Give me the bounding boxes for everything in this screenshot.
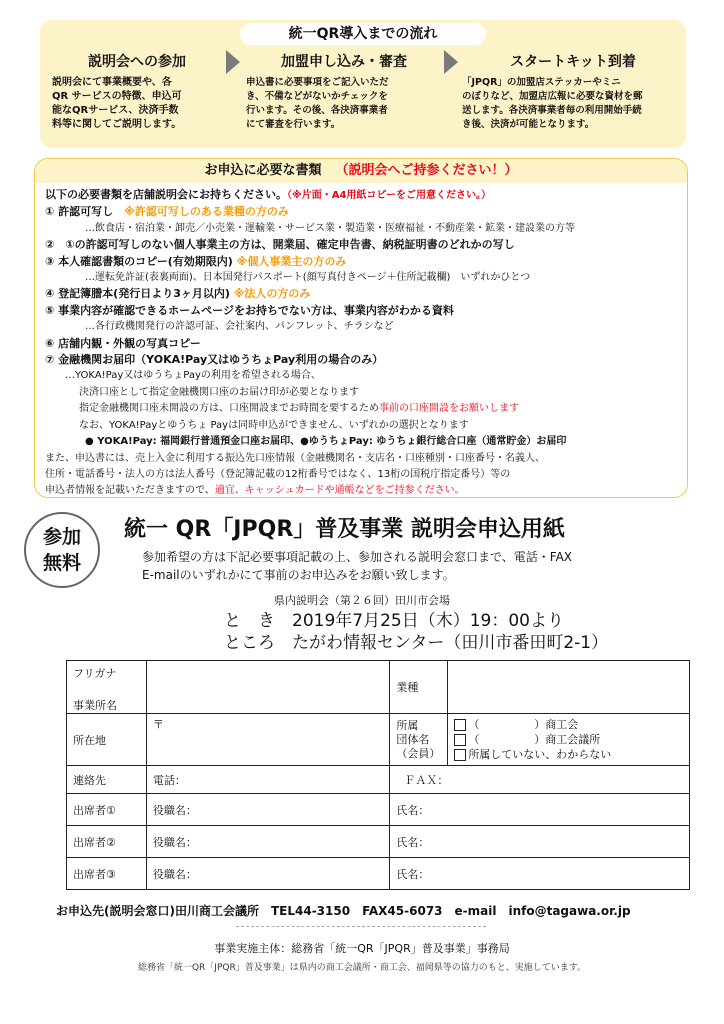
page-title: 統一 QR「JPQR」普及事業 説明会申込用紙 — [124, 517, 565, 542]
application-form — [66, 660, 690, 890]
docs-intro: 以下の必要書類を店舗説明会にお持ちください。（※片面・A4用紙コピーをご用意ください。） — [45, 188, 492, 201]
step-body: 「JPQR」の加盟店ステッカーやミニ のぼりなど、加盟店広報に必要な資材を郵 送します。各決済事業者毎の利用開始手続 き後、決済が可能となります。 — [462, 77, 643, 130]
divider — [236, 926, 486, 927]
affiliation-label: 所属 団体名 （会員） — [390, 714, 448, 766]
bank-note: 指定金融機関口座未開設の方は、口座開設までお時間を要するため事前の口座開設をお願いします — [79, 403, 519, 415]
step-title: 加盟申し込み・審査 — [281, 54, 407, 70]
bank-note: …YOKA!Pay又はゆうちょPayの利用を希望される場合、 — [65, 370, 321, 382]
required-documents-section — [34, 158, 688, 498]
bank-accounts: ● YOKA!Pay: 福岡銀行普通預金口座お届印、●ゆうちょPay: ゆうちょ銀行総合口座（通常貯金）お届印 — [85, 436, 567, 448]
free-participation-badge: 参加 無料 — [24, 512, 100, 588]
organizer: 事業実施主体：総務省「統一QR「JPQR」普及事業」事務局 — [214, 942, 510, 955]
attendee-1-name-field[interactable]: 氏名： — [390, 794, 690, 826]
flow-title: 統一QR導入までの流れ — [240, 23, 486, 45]
venue-label: 県内説明会（第２６回）田川市会場 — [274, 594, 450, 607]
checkbox[interactable] — [454, 734, 466, 746]
checkbox[interactable] — [454, 719, 466, 731]
postal-mark: 〒 — [152, 718, 164, 731]
seminar-location: ところ たがわ情報センター（田川市番田町2-1） — [224, 633, 609, 653]
bank-note: 決済口座として指定金融機関口座のお届け印が必要となります — [79, 386, 359, 398]
checkbox[interactable] — [454, 749, 466, 761]
attendee-3-label: 出席者③ — [67, 858, 147, 890]
attendee-3-name-field[interactable]: 氏名： — [390, 858, 690, 890]
doc-item: ④ 登記簿謄本(発行日より3ヶ月以内) ※法人の方のみ — [45, 287, 311, 301]
step-starter-kit — [462, 52, 684, 132]
step-body: 説明会にて事業概要や、各 QR サービスの特徴、申込可 能なQRサービス、決済手数 料等に関してご説明します。 — [52, 77, 182, 130]
attendee-2-label: 出席者② — [67, 826, 147, 858]
business-name-label: フリガナ 事業所名 — [67, 661, 147, 714]
option-commerce-association[interactable]: （ ）商工会 — [454, 717, 683, 732]
docs-content — [45, 187, 681, 500]
contact-info: お申込先(説明会窓口)田川商工会議所 TEL44-3150 FAX45-6073 e-mail info@tagawa.or.jp — [56, 904, 631, 918]
business-name-field[interactable] — [146, 661, 390, 714]
arrow-right-icon — [444, 50, 458, 74]
footnote: 総務省「統一QR「JPQR」普及事業」は県内の商工会議所・商工会、福岡県等の協力のもと、実施しています。 — [137, 963, 587, 973]
attendee-1-position-field[interactable]: 役職名： — [146, 794, 390, 826]
closing-note: 住所・電話番号・法人の方は法人番号（登記簿記載の12桁番号ではなく、13桁の国税庁指定番号）等の — [45, 468, 511, 480]
doc-item: ⑦ 金融機関お届印（YOKA!Pay又はゆうちょPay利用の場合のみ） — [45, 353, 384, 367]
phone-field[interactable]: 電話： — [146, 766, 390, 794]
address-label: 所在地 — [67, 714, 147, 766]
closing-note: また、申込書には、売上入金に利用する振込先口座情報（金融機関名・支店名・口座種別・口座番号・名義人、 — [45, 452, 545, 464]
affiliation-options — [448, 714, 690, 766]
step-title: 説明会への参加 — [88, 54, 186, 70]
doc-item-sub: …各行政機関発行の許認可証、会社案内、パンフレット、チラシなど — [85, 321, 394, 333]
step-title: スタートキット到着 — [510, 54, 636, 70]
doc-item: ⑥ 店舗内観・外観の写真コピー — [45, 336, 201, 350]
doc-item: ③ 本人確認書類のコピー(有効期限内) ※個人事業主の方のみ — [45, 254, 347, 268]
attendee-2-name-field[interactable]: 氏名： — [390, 826, 690, 858]
industry-field[interactable] — [448, 661, 690, 714]
doc-item: ⑤ 事業内容が確認できるホームページをお持ちでない方は、事業内容がわかる資料 — [45, 303, 454, 317]
step-body: 申込書に必要事項をご記入いただ き、不備などがないかチェックを 行います。その後、各決済事業者 にて審査を行います。 — [246, 77, 389, 130]
arrow-right-icon — [226, 50, 240, 74]
option-none[interactable]: 所属していない、わからない — [454, 747, 683, 762]
doc-item: ② ①の許認可写しのない個人事業主の方は、開業届、確定申告書、納税証明書のどれかの写し — [45, 238, 515, 252]
address-field[interactable] — [146, 714, 390, 766]
doc-item: ① 許認可写し ※許認可写しのある業種の方のみ — [45, 205, 289, 219]
flow-section — [40, 20, 686, 148]
attendee-2-position-field[interactable]: 役職名： — [146, 826, 390, 858]
doc-item-sub: …運転免許証(表裏両面)、日本国発行パスポート(顔写真付きページ＋住所記載欄) いずれかひとつ — [85, 272, 531, 284]
attendee-1-label: 出席者① — [67, 794, 147, 826]
step-application — [246, 52, 442, 132]
step-briefing — [52, 52, 222, 132]
seminar-datetime: と き 2019年7月25日（木）19：00より — [224, 611, 564, 631]
docs-header: お申込に必要な書類 （説明会へご持参ください！） — [35, 159, 687, 183]
option-chamber-of-commerce[interactable]: （ ）商工会議所 — [454, 732, 683, 747]
doc-item-sub: …飲食店・宿泊業・卸売／小売業・運輸業・サービス業・製造業・医療福祉・不動産業・鉱業・建設業の方等 — [85, 222, 575, 234]
contact-label: 連絡先 — [67, 766, 147, 794]
bank-note: なお、YOKA!Payとゆうちょ Payは同時申込ができません、いずれかの選択となります — [79, 419, 469, 431]
industry-label: 業種 — [390, 661, 448, 714]
fax-field[interactable]: ＦＡＸ： — [390, 766, 690, 794]
seminar-intro: 参加希望の方は下記必要事項記載の上、参加される説明会窓口まで、電話・FAX E-mailのいずれかにて事前のお申込みをお願い致します。 — [142, 550, 572, 582]
attendee-3-position-field[interactable]: 役職名： — [146, 858, 390, 890]
closing-note: 申込者情報を記載いただきますので、適宜、キャッシュカードや通帳などをご持参ください。 — [45, 485, 465, 497]
